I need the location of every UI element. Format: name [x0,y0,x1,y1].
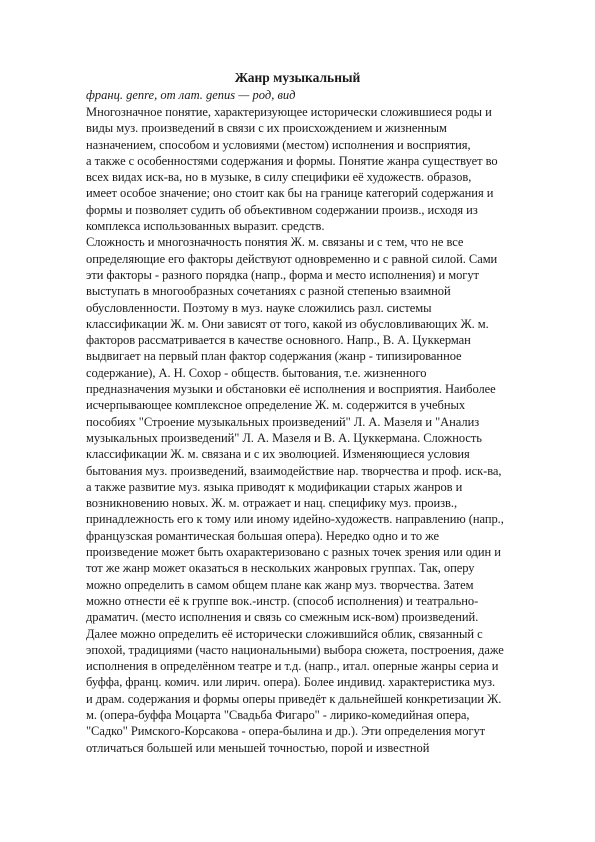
body-text-line: можно отнести её к группе вок.-инстр. (способ исполнения) и театрально- [86,593,479,608]
body-text-line: исчерпывающее комплексное определение Ж. м. содержится в учебных [86,398,466,413]
body-text-line: имеет особое значение; оно стоит как бы на границе категорий содержания и [86,186,494,201]
page-subtitle: франц. genre, от лат. genus — род, вид [86,88,296,102]
body-text-line: содержание), А. Н. Сохор - обществ. бытования, т.е. жизненного [86,365,427,380]
body-text-line: принадлежность его к тому или иному идейно-художеств. направлению (напр., [86,512,504,527]
body-text-line: музыкальных произведений" Л. А. Мазеля и В. А. Цуккермана. Сложность [86,430,482,445]
body-text-line: буффа, франц. комич. или лирич. опера). Более индивид. характеристика муз. [86,675,496,690]
body-text-line: и драм. содержания и формы оперы приведёт к дальнейшей конкретизации Ж. [86,691,502,706]
page-title: Жанр музыкальный [234,70,361,85]
body-text-line: можно определить в самом общем плане как жанр муз. творчества. Затем [86,577,474,592]
body-text-line: выдвигает на первый план фактор содержания (жанр - типизированное [86,349,462,364]
body-text-line: Многозначное понятие, характеризующее исторически сложившиеся роды и [86,105,492,119]
body-text-line: французская романтическая большая опера). Нередко одно и то же [86,528,440,543]
body-text-line: бытования муз. произведений, взаимодействие нар. творчества и проф. иск-ва, [86,463,502,478]
body-text-line: а также развитие муз. языка приводят к модификации старых жанров и [86,479,463,494]
body-text-line: эпохой, традициями (часто национальными) выбора сюжета, построения, даже [86,642,504,657]
body-text-line: тот же жанр может оказаться в нескольких жанровых группах. Так, оперу [86,561,475,576]
body-text-line: классификации Ж. м. связана и с их эволюцией. Изменяющиеся условия [86,447,470,462]
body-text [86,104,556,756]
body-text-line: Далее можно определить её исторически сложившийся облик, связанный с [86,626,483,641]
body-text-line: предназначения музыки и обстановки её исполнения и восприятия. Наиболее [86,382,496,397]
body-text-line: выступать в многообразных сочетаниях с разной степенью взаимной [86,284,451,299]
body-text-line: эти факторы - разного порядка (напр., форма и место исполнения) и могут [86,267,479,282]
body-text-line: Сложность и многозначность понятия Ж. м. связаны и с тем, что не все [86,235,464,250]
body-text-line: назначением, способом и условиями (местом) исполнения и восприятия, [86,137,471,152]
body-text-line: факторов рассматривается в качестве основного. Напр., В. А. Цуккерман [86,333,471,348]
body-text-line: определяющие его факторы действуют одновременно и с равной силой. Сами [86,251,498,266]
body-text-line: классификации Ж. м. Они зависят от того, какой из обусловливающих Ж. м. [86,316,489,331]
body-text-line: "Садко" Римского-Корсакова - опера-былина и др.). Эти определения могут [86,724,486,739]
body-text-line: исполнения в определённом театре и т.д. (напр., итал. оперные жанры сериа и [86,659,499,674]
body-text-line: а также с особенностями содержания и формы. Понятие жанра существует во [86,153,498,168]
body-text-line: драматич. (место исполнения и связь со смежным иск-вом) произведений. [86,610,479,625]
body-text-line: м. (опера-буффа Моцарта "Свадьба Фигаро" - лирико-комедийная опера, [86,707,470,722]
body-text-line: возникновению новых. Ж. м. отражает и нац. специфику муз. произв., [86,496,458,511]
body-text-line: всех видах иск-ва, но в музыке, в силу специфики её художеств. образов, [86,170,472,185]
body-text-line: виды муз. произведений в связи с их происхождением и жизненным [86,121,447,136]
body-text-line: пособиях "Строение музыкальных произведений" Л. А. Мазеля и "Анализ [86,414,480,429]
body-text-line: комплекса использованных выразит. средств. [86,219,325,234]
body-text-line: отличаться большей или меньшей точностью, порой и известной [86,740,430,755]
body-text-line: формы и позволяет судить об объективном содержании произв., исходя из [86,202,478,217]
body-text-line: обусловленности. Поэтому в муз. науке сложились разл. системы [86,300,432,315]
body-text-line: произведение может быть охарактеризовано с разных точек зрения или один и [86,545,501,560]
